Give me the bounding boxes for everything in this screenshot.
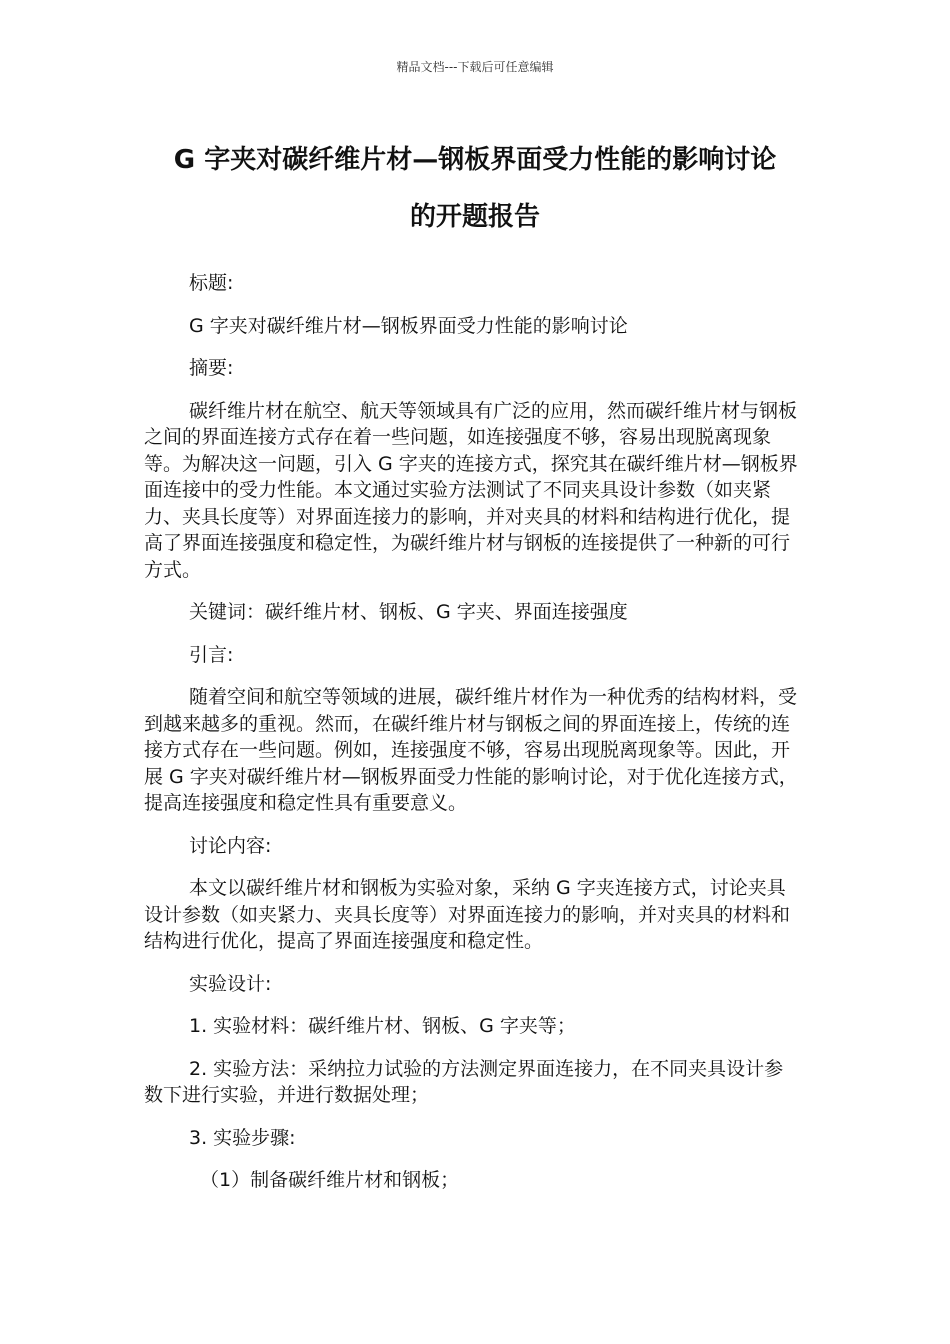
design-item-3: 3. 实验步骤: (189, 1126, 296, 1149)
abstract-body: 碳纤维片材在航空、航天等领域具有广泛的应用，然而碳纤维片材与钢板之间的界面连接方式存在着一些问题，如连接强度不够，容易出现脱离现象等。为解决这一问题，引入 G 字夹的连接方式，探究其在碳纤维片材—钢板界面连接中的受力性能。本文通过实验方法测试了不同夹具设计参数（如夹紧力、夹具长度等）对界面连接力的影响，并对夹具的材料和结构进行优化，提高了界面连接强度和稳定性，为碳纤维片材与钢板的连接提供了一种新的可行方式。 (144, 399, 798, 581)
abstract-label: 摘要: (189, 357, 234, 379)
page-header: 精品文档---下载后可任意编辑 (396, 60, 554, 74)
content-label: 讨论内容: (189, 834, 272, 857)
title-label: 标题: (189, 272, 234, 294)
document-title (120, 132, 830, 246)
content-body: 本文以碳纤维片材和钢板为实验对象，采纳 G 字夹连接方式，讨论夹具设计参数（如夹紧力、夹具长度等）对界面连接力的影响，并对夹具的材料和结构进行优化，提高了界面连接强度和稳定性。 (144, 877, 791, 952)
intro-label: 引言: (189, 643, 234, 666)
keywords: 关键词：碳纤维片材、钢板、G 字夹、界面连接强度 (189, 601, 628, 623)
title-value: G 字夹对碳纤维片材—钢板界面受力性能的影响讨论 (189, 314, 628, 337)
title-line-2: 的开题报告 (409, 202, 540, 232)
document-body (144, 270, 799, 1210)
design-item-1: 1. 实验材料：碳纤维片材、钢板、G 字夹等； (189, 1015, 576, 1037)
design-item-2: 2. 实验方法：采纳拉力试验的方法测定界面连接力，在不同夹具设计参数下进行实验，并进行数据处理； (144, 1057, 784, 1106)
design-label: 实验设计: (189, 972, 272, 995)
step-1: （1）制备碳纤维片材和钢板； (200, 1169, 460, 1191)
title-line-1: G 字夹对碳纤维片材—钢板界面受力性能的影响讨论 (173, 145, 777, 175)
intro-body: 随着空间和航空等领域的进展，碳纤维片材作为一种优秀的结构材料，受到越来越多的重视。然而，在碳纤维片材与钢板之间的界面连接上，传统的连接方式存在一些问题。例如，连接强度不够，容易出现脱离现象等。因此，开展 G 字夹对碳纤维片材—钢板界面受力性能的影响讨论，对于优化连接方式，提高连接强度和稳定性具有重要意义。 (144, 686, 798, 814)
